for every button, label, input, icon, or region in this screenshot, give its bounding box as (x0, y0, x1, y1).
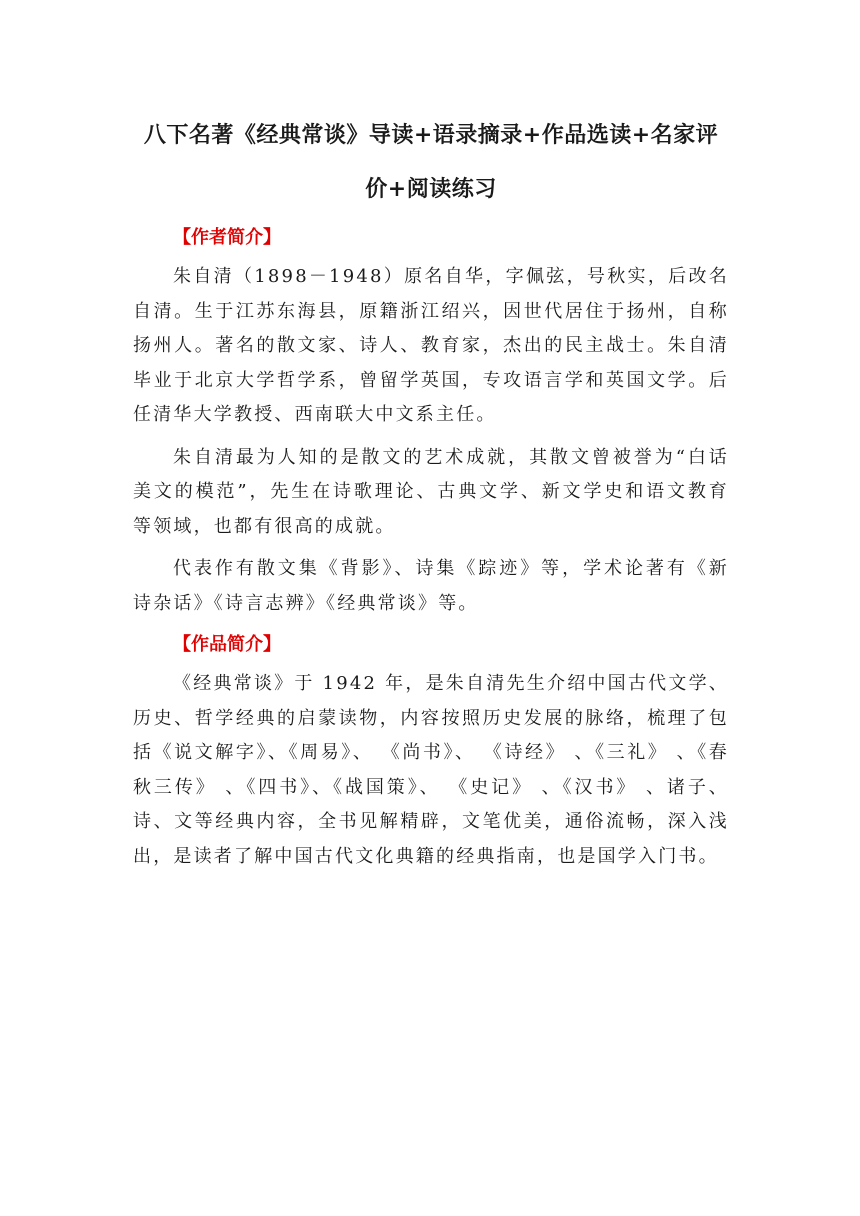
author-paragraph-3: 代表作有散文集《背影》、诗集《踪迹》等，学术论著有《新诗杂话》《诗言志辨》《经典常谈》等。 (133, 558, 729, 614)
section-heading-author: 【作者简介】 (173, 227, 281, 248)
author-paragraph-1: 朱自清（1898－1948）原名自华，字佩弦，号秋实，后改名自清。生于江苏东海县，原籍浙江绍兴，因世代居住于扬州，自称扬州人。著名的散文家、诗人、教育家，杰出的民主战士。朱自清毕业于北京大学哲学系，曾留学英国，专攻语言学和英国文学。后任清华大学教授、西南联大中文系主任。 (133, 266, 729, 425)
document-title-line-1: 八下名著《经典常谈》导读+语录摘录+作品选读+名家评 (143, 122, 719, 148)
section-heading-work: 【作品简介】 (173, 634, 281, 655)
document-title-line-2: 价+阅读练习 (365, 176, 497, 202)
document-page (133, 108, 729, 882)
work-paragraph-1: 《经典常谈》于 1942 年，是朱自清先生介绍中国古代文学、历史、哲学经典的启蒙读物，内容按照历史发展的脉络，梳理了包括《说文解字》、《周易》、 《尚书》、 《诗经》 、《三礼》 、《春秋三传》 、《四书》、《战国策》、 《史记》 、《汉书》 、诸子、诗、文等经典内容，全书见解精辟，文笔优美，通俗流畅，深入浅出，是读者了解中国古代文化典籍的经典指南，也是国学入门书。 (133, 673, 729, 867)
document-title (133, 108, 729, 216)
author-paragraph-2: 朱自清最为人知的是散文的艺术成就，其散文曾被誉为“白话美文的模范”，先生在诗歌理论、古典文学、新文学史和语文教育等领域，也都有很高的成就。 (133, 446, 729, 537)
